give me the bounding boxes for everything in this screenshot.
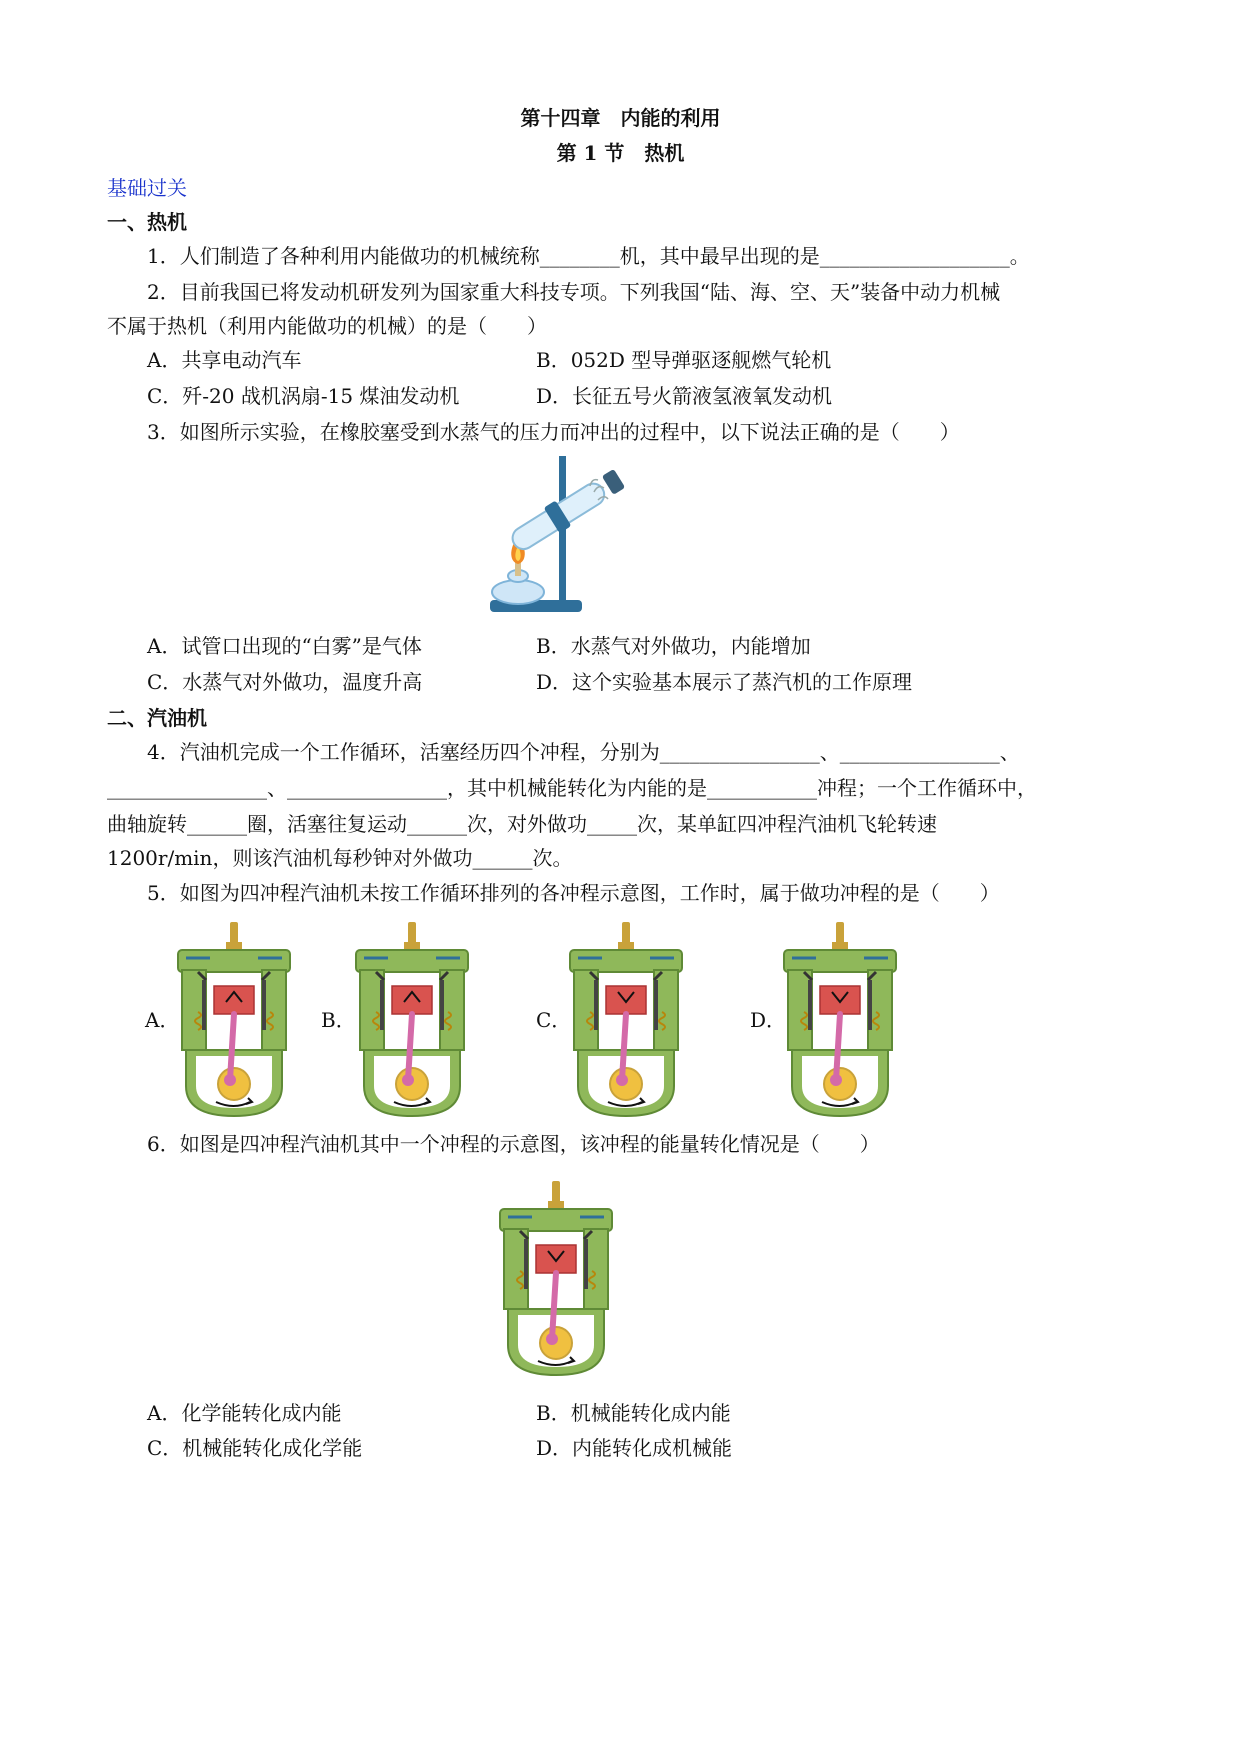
question-5: 5．如图为四冲程汽油机未按工作循环排列的各冲程示意图，工作时，属于做功冲程的是（ ） — [147, 881, 1000, 905]
q3-option-b: B．水蒸气对外做功，内能增加 — [536, 634, 811, 658]
question-3: 3．如图所示实验，在橡胶塞受到水蒸气的压力而冲出的过程中，以下说法正确的是（ ） — [147, 420, 960, 444]
q2-option-b: B．052D 型导弹驱逐舰燃气轮机 — [536, 348, 832, 372]
q6-option-c: C．机械能转化成化学能 — [147, 1436, 363, 1460]
part1-heading: 一、热机 — [107, 210, 187, 234]
steam-experiment-figure — [484, 452, 634, 624]
q6-option-d: D．内能转化成机械能 — [536, 1436, 733, 1460]
q5-label-a: A． — [145, 1008, 180, 1032]
question-4-line4: 1200r/min，则该汽油机每秒钟对外做功______次。 — [107, 846, 573, 870]
engine-figure-a — [172, 920, 296, 1118]
q6-option-a: A．化学能转化成内能 — [147, 1401, 342, 1425]
q2-option-d: D．长征五号火箭液氢液氧发动机 — [536, 384, 833, 408]
q2-option-a: A．共享电动汽车 — [147, 348, 302, 372]
engine-figure-b — [350, 920, 474, 1118]
engine-figure-d — [778, 920, 902, 1118]
q5-label-b: B． — [321, 1008, 356, 1032]
section-tag: 基础过关 — [107, 176, 187, 200]
rubber-stopper — [602, 469, 626, 495]
engine-figure-q6 — [494, 1170, 618, 1386]
q3-option-a: A．试管口出现的“白雾”是气体 — [147, 634, 422, 658]
chapter-title: 第十四章 内能的利用 — [520, 106, 721, 130]
engine-figure-c — [564, 920, 688, 1118]
q2-option-c: C．歼-20 战机涡扇-15 煤油发动机 — [147, 384, 460, 408]
q3-option-c: C．水蒸气对外做功，温度升高 — [147, 670, 423, 694]
question-4-line3: 曲轴旋转______圈，活塞往复运动______次，对外做功_____次，某单缸四冲程汽油机飞轮转速 — [107, 812, 937, 836]
test-tube — [506, 476, 610, 557]
q3-option-d: D．这个实验基本展示了蒸汽机的工作原理 — [536, 670, 913, 694]
q5-label-c: C． — [536, 1008, 572, 1032]
q5-label-d: D． — [750, 1008, 787, 1032]
question-1: 1．人们制造了各种利用内能做功的机械统称________机，其中最早出现的是___________________。 — [147, 244, 1030, 268]
question-6: 6．如图是四冲程汽油机其中一个冲程的示意图，该冲程的能量转化情况是（ ） — [147, 1132, 880, 1156]
part2-heading: 二、汽油机 — [107, 706, 207, 730]
q6-option-b: B．机械能转化成内能 — [536, 1401, 731, 1425]
question-4-line2: ________________、________________，其中机械能转化为内能的是___________冲程；一个工作循环中， — [107, 776, 1037, 800]
question-2-line2: 不属于热机（利用内能做功的机械）的是（ ） — [107, 314, 547, 338]
question-2-line1: 2．目前我国已将发动机研发列为国家重大科技专项。下列我国“陆、海、空、天”装备中动力机械 — [147, 280, 1001, 304]
question-4-line1: 4．汽油机完成一个工作循环，活塞经历四个冲程，分别为________________、________________、 — [147, 740, 1020, 764]
alcohol-lamp — [492, 580, 544, 604]
section-title: 第 1 节 热机 — [556, 141, 685, 165]
